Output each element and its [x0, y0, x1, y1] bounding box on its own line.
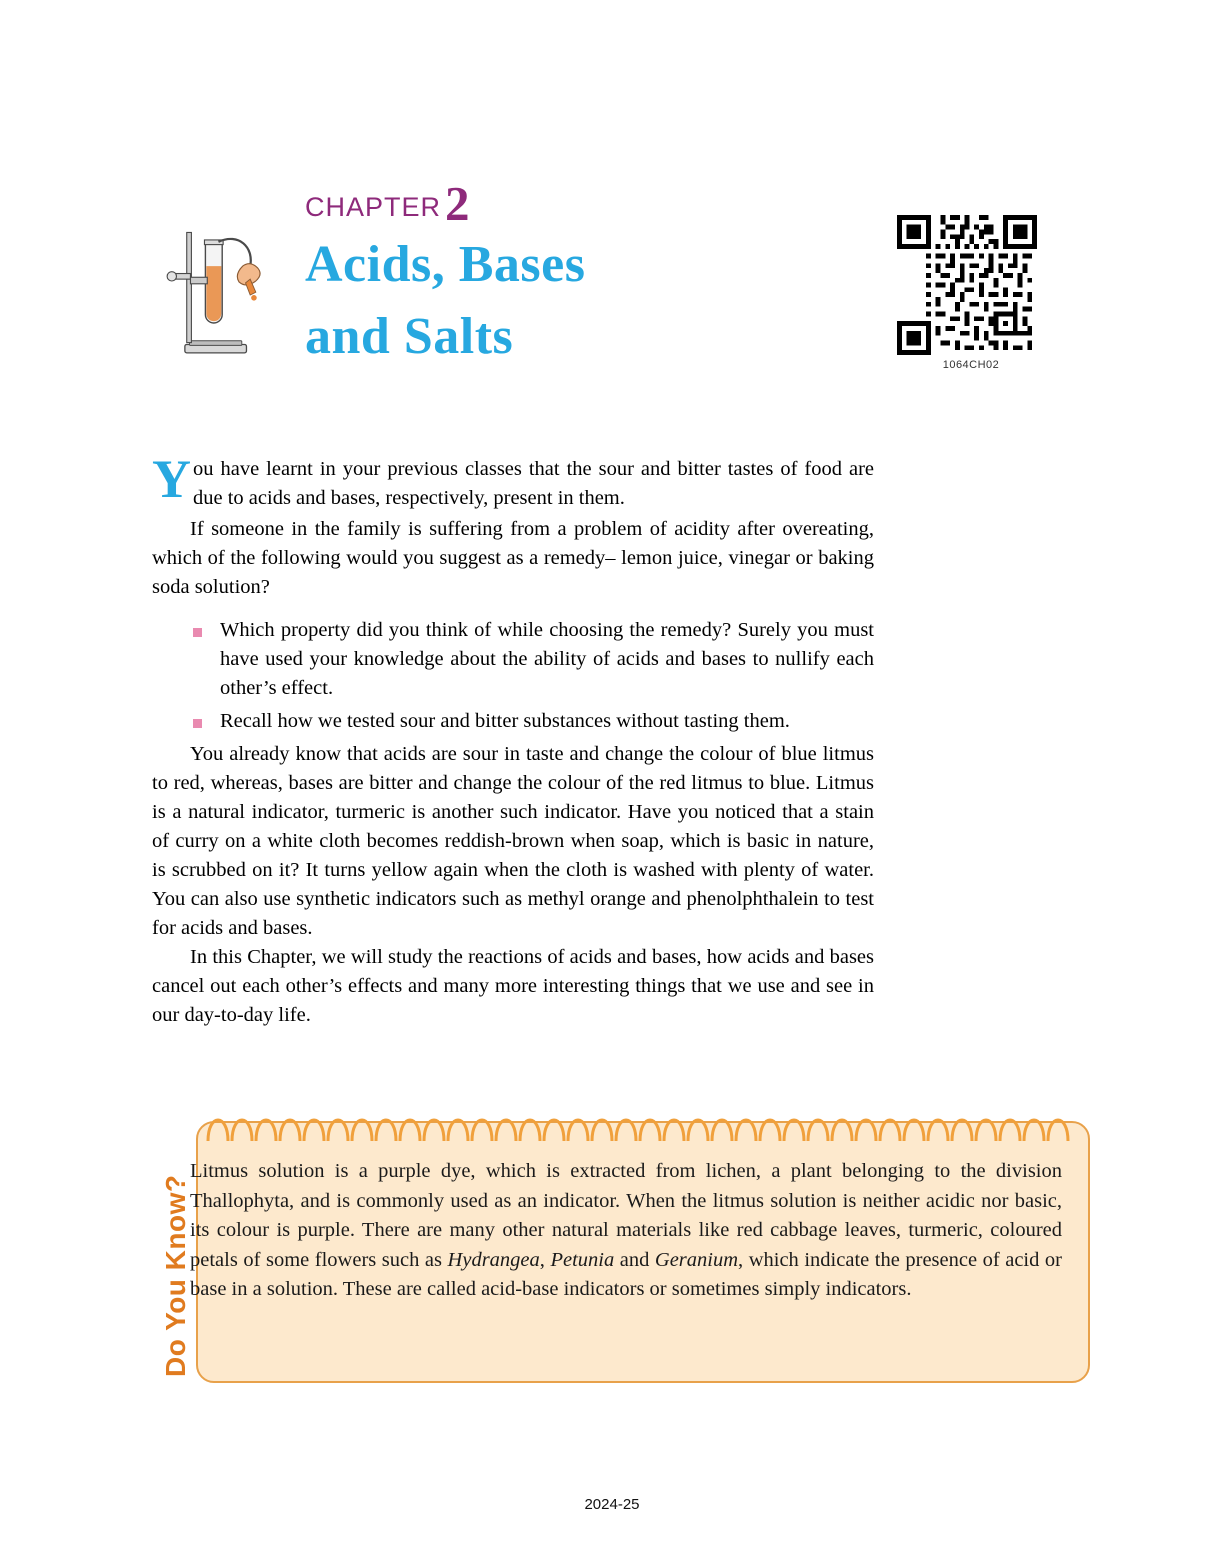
lab-apparatus-illustration — [160, 225, 290, 365]
list-item: Recall how we tested sour and bitter substances without tasting them. — [190, 707, 874, 736]
dyk-italic-hydrangea: Hydrangea — [447, 1248, 540, 1271]
list-item: Which property did you think of while choosing the remedy? Surely you must have used your knowledge about the ability of acids and bases to nullify each other’s effect. — [190, 616, 874, 703]
acidity-question-paragraph: If someone in the family is suffering from a problem of acidity after overeating, which of the following would you suggest as a remedy– lemon juice, vinegar or baking soda solution? — [152, 518, 874, 598]
page-title-line-1: Acids, Bases — [305, 236, 586, 293]
dyk-sep-1: , — [539, 1248, 551, 1271]
qr-code-label: 1064CH02 — [942, 359, 1000, 371]
intro-paragraph-text: ou have learnt in your previous classes that the sour and bitter tastes of food are due to acids and bases, respectively, present in them. — [193, 458, 874, 509]
chapter-title-block — [305, 176, 805, 372]
do-you-know-text — [190, 1157, 1062, 1305]
intro-paragraph — [152, 449, 874, 515]
chapter-header — [150, 170, 1080, 390]
dyk-text-part-2: , which indicate the presence of acid or base in a solution. These are called acid-base indicators or sometimes simply indicators. — [190, 1248, 1062, 1300]
indicators-paragraph: You already know that acids are sour in taste and change the colour of blue litmus to red, whereas, bases are bitter and change the colour of the red litmus to blue. Litmus is a natural indicator, turmeric is another such indicator. Have you noticed that a stain of curry on a white cloth becomes reddish-brown when soap, which is basic in nature, is scrubbed on it? It turns yellow again when the cloth is washed with plenty of water. You can also use synthetic indicators such as methyl orange and phenolphthalein to test for acids and bases. — [152, 743, 874, 939]
dyk-sep-2: and — [614, 1248, 655, 1271]
dyk-italic-geranium: Geranium — [654, 1248, 739, 1271]
chapter-label: CHAPTER — [305, 192, 442, 222]
chapter-number: 2 — [445, 176, 470, 231]
dyk-italic-petunia: Petunia — [550, 1248, 615, 1271]
chapter-overview-paragraph: In this Chapter, we will study the reactions of acids and bases, how acids and bases cancel out each other’s effects and many more interesting things that we use and see in our day-to-day life. — [152, 946, 874, 1026]
chapter-body — [152, 449, 874, 1030]
question-bullet-list — [152, 616, 874, 736]
page-title-line-2: and Salts — [305, 308, 514, 366]
spiral-binding-decoration — [202, 1095, 1082, 1153]
do-you-know-section — [160, 1095, 1090, 1385]
drop-cap: Y — [152, 449, 191, 509]
qr-code-icon[interactable] — [897, 215, 1037, 355]
qr-code-block — [897, 215, 1045, 371]
page-footer: 2024-25 — [584, 1496, 640, 1513]
dyk-text-part-1: Litmus solution is a purple dye, which is extracted from lichen, a plant belonging to the division Thallophyta, and is commonly used as an indicator. When the litmus solution is neither acidic nor basic, its colour is purple. There are many other natural materials like red cabbage leaves, turmeric, coloured petals of some flowers such as — [190, 1160, 1062, 1271]
do-you-know-label: Do You Know? — [160, 1174, 191, 1377]
